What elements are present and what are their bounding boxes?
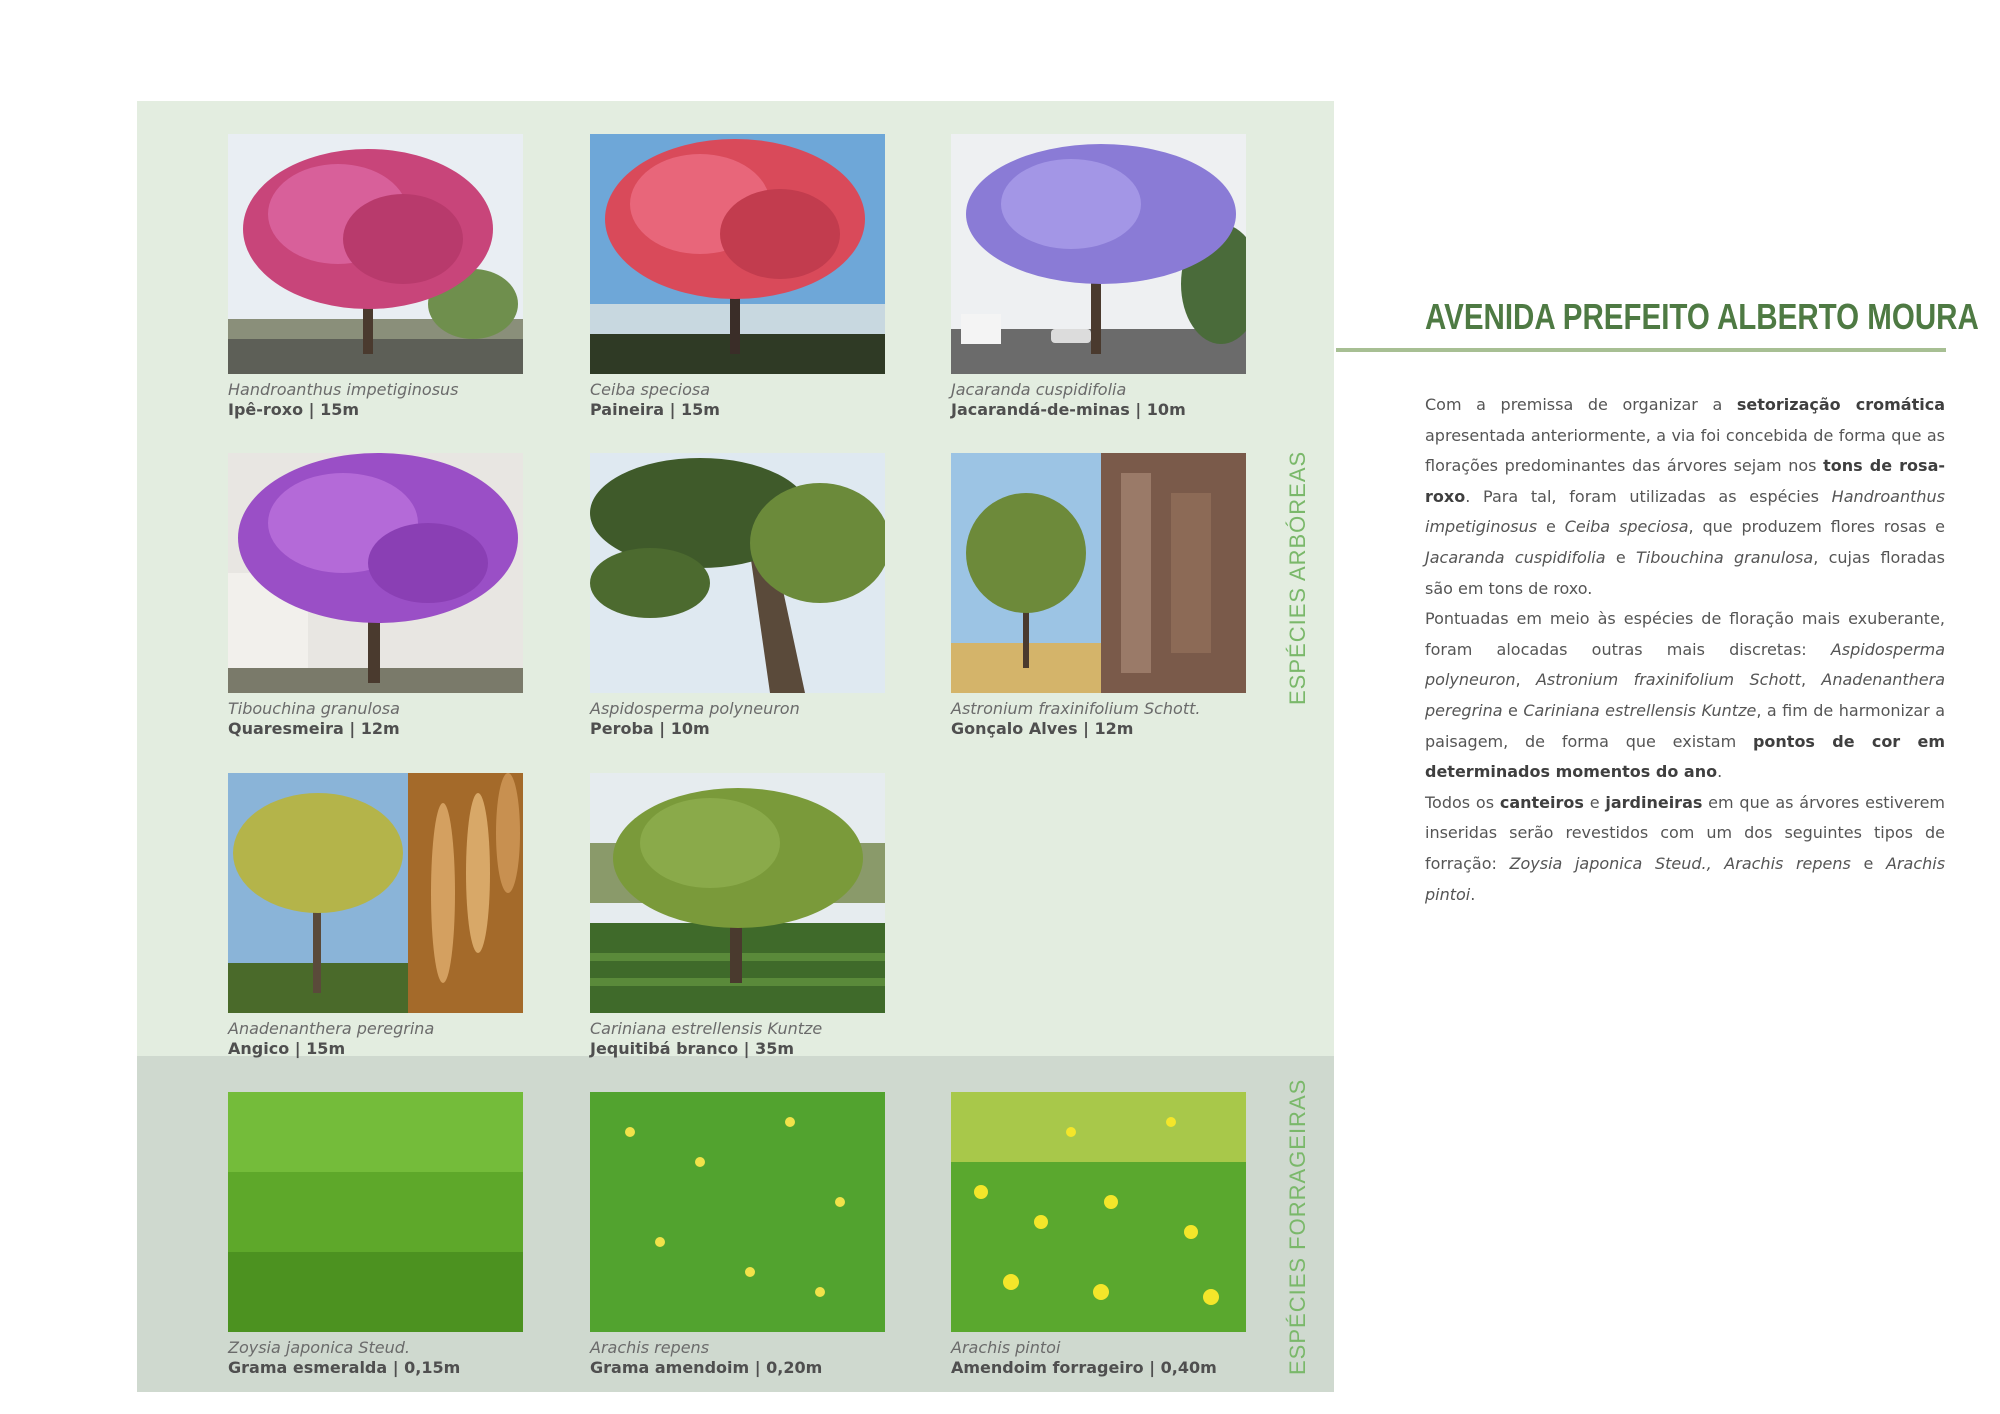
scientific-name: Zoysia japonica Steud. <box>228 1338 411 1357</box>
species-card <box>228 134 523 420</box>
species-card <box>228 773 523 1059</box>
common-name: Ipê-roxo | 15m <box>228 400 360 419</box>
common-name: Peroba | 10m <box>590 719 710 738</box>
common-name: Grama esmeralda | 0,15m <box>228 1358 461 1377</box>
page-title: AVENIDA PREFEITO ALBERTO MOURA <box>1425 296 1979 337</box>
scientific-name: Anadenanthera peregrina <box>228 1019 435 1038</box>
species-card <box>590 453 885 739</box>
species-card <box>951 134 1246 420</box>
quaresmeira-photo <box>228 453 523 693</box>
common-name: Jacarandá-de-minas | 10m <box>951 400 1186 419</box>
species-card <box>228 453 523 739</box>
common-name: Quaresmeira | 12m <box>228 719 400 738</box>
paineira-photo <box>590 134 885 374</box>
jacaranda-photo <box>951 134 1246 374</box>
groundcover-card <box>951 1092 1246 1378</box>
scientific-name: Tibouchina granulosa <box>228 699 400 718</box>
species-card <box>951 453 1246 739</box>
scientific-name: Jacaranda cuspidifolia <box>951 380 1127 399</box>
common-name: Paineira | 15m <box>590 400 720 419</box>
trees-section-label: ESPÉCIES ARBÓREAS <box>1285 450 1310 705</box>
common-name: Gonçalo Alves | 12m <box>951 719 1134 738</box>
common-name: Grama amendoim | 0,20m <box>590 1358 823 1377</box>
goncalo-alves-photo <box>951 453 1246 693</box>
grama-amendoim-photo <box>590 1092 885 1332</box>
groundcover-card <box>590 1092 885 1378</box>
scientific-name: Cariniana estrellensis Kuntze <box>590 1019 823 1038</box>
paragraph: Com a premissa de organizar a setorização cromática apresentada anteriormente, a via foi concebida de forma que as florações predominantes das árvores sejam nos tons de rosa-roxo. Para tal, foram utilizadas as espécies Handroanthus impetiginosus e Ceiba speciosa, que produzem flores rosas e Jacaranda cuspidifolia e Tibouchina granulosa, cujas floradas são em tons de roxo. <box>1425 395 1946 598</box>
groundcover-section-label: ESPÉCIES FORRAGEIRAS <box>1285 1078 1310 1375</box>
ipe-roxo-photo <box>228 134 523 374</box>
scientific-name: Arachis repens <box>590 1338 710 1357</box>
common-name: Amendoim forrageiro | 0,40m <box>951 1358 1217 1377</box>
title-divider <box>1336 348 1946 352</box>
common-name: Jequitibá branco | 35m <box>590 1039 795 1058</box>
common-name: Angico | 15m <box>228 1039 346 1058</box>
peroba-photo <box>590 453 885 693</box>
species-card <box>590 134 885 420</box>
article-body <box>1425 390 1945 910</box>
scientific-name: Ceiba speciosa <box>590 380 711 399</box>
amendoim-forrageiro-photo <box>951 1092 1246 1332</box>
paragraph: Pontuadas em meio às espécies de floração mais exuberante, foram alocadas outras mais discretas: Aspidosperma polyneuron, Astronium fraxinifolium Schott, Anadenanthera peregrina e Cariniana estrellensis Kuntze, a fim de harmonizar a paisagem, de forma que existam pontos de cor em determinados momentos do ano. <box>1425 609 1946 782</box>
species-card <box>590 773 885 1059</box>
jequitiba-photo <box>590 773 885 1013</box>
grama-esmeralda-photo <box>228 1092 523 1332</box>
scientific-name: Handroanthus impetiginosus <box>228 380 459 399</box>
scientific-name: Astronium fraxinifolium Schott. <box>951 699 1201 718</box>
angico-photo <box>228 773 523 1013</box>
groundcover-card <box>228 1092 523 1378</box>
scientific-name: Arachis pintoi <box>951 1338 1061 1357</box>
scientific-name: Aspidosperma polyneuron <box>590 699 800 718</box>
paragraph: Todos os canteiros e jardineiras em que as árvores estiverem inseridas serão revestidos com um dos seguintes tipos de forração: Zoysia japonica Steud., Arachis repens e Arachis pintoi. <box>1425 792 1946 904</box>
